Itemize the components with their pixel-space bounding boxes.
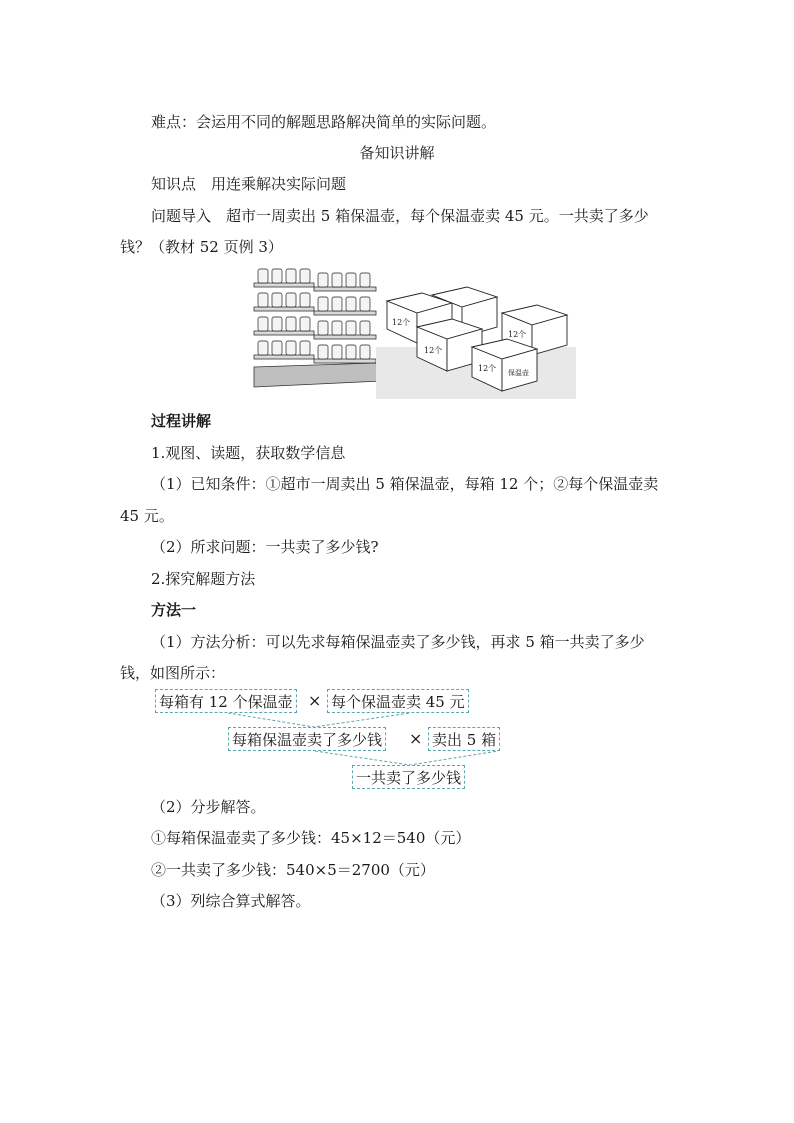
step2-title: 2.探究解题方法 [151, 570, 256, 588]
intro-line-1: 问题导入 超市一周卖出 5 箱保温壶，每个保温壶卖 45 元。一共卖了多少 [151, 207, 649, 225]
analysis-line-2: 钱，如图所示： [120, 664, 226, 682]
diagram-box-price-each: 每个保温壶卖 45 元 [327, 689, 469, 713]
times-sign: × [308, 691, 322, 710]
carton-label: 12个 [478, 364, 497, 373]
diagram-box-money-per-box: 每箱保温壶卖了多少钱 [228, 727, 386, 751]
times-sign: × [409, 729, 423, 748]
carton-label: 12个 [392, 318, 411, 327]
calc-line-1: ①每箱保温壶卖了多少钱：45×12＝540（元） [151, 829, 471, 847]
combined-line: （3）列综合算式解答。 [151, 892, 311, 910]
question-line: （2）所求问题：一共卖了多少钱? [151, 538, 379, 556]
knowledge-point: 知识点 用连乘解决实际问题 [151, 175, 347, 193]
calc-line-2: ②一共卖了多少钱：540×5＝2700（元） [151, 861, 435, 879]
known-line-1: （1）已知条件：①超市一周卖出 5 箱保温壶，每箱 12 个；②每个保温壶卖 [151, 475, 659, 493]
diagram-box-total: 一共卖了多少钱 [352, 765, 465, 789]
intro-line-2: 钱？（教材 52 页例 3） [120, 238, 283, 256]
analysis-line-1: （1）方法分析：可以先求每箱保温壶卖了多少钱，再求 5 箱一共卖了多少 [151, 633, 645, 651]
carton-label: 12个 [508, 330, 527, 339]
diagram-box-sold-boxes: 卖出 5 箱 [428, 727, 500, 751]
method1-title: 方法一 [151, 601, 197, 619]
process-title: 过程讲解 [151, 412, 212, 430]
carton-side-label: 保温壶 [508, 369, 529, 377]
step1-title: 1.观图、读题，获取数学信息 [151, 444, 346, 462]
diagram-box-per-box-count: 每箱有 12 个保温壶 [155, 689, 297, 713]
difficulty-line: 难点：会运用不同的解题思路解决简单的实际问题。 [151, 113, 497, 131]
stepwise-line: （2）分步解答。 [151, 798, 266, 816]
carton-label: 12个 [424, 346, 443, 355]
section-title: 备知识讲解 [359, 144, 435, 162]
known-line-2: 45 元。 [120, 507, 174, 525]
